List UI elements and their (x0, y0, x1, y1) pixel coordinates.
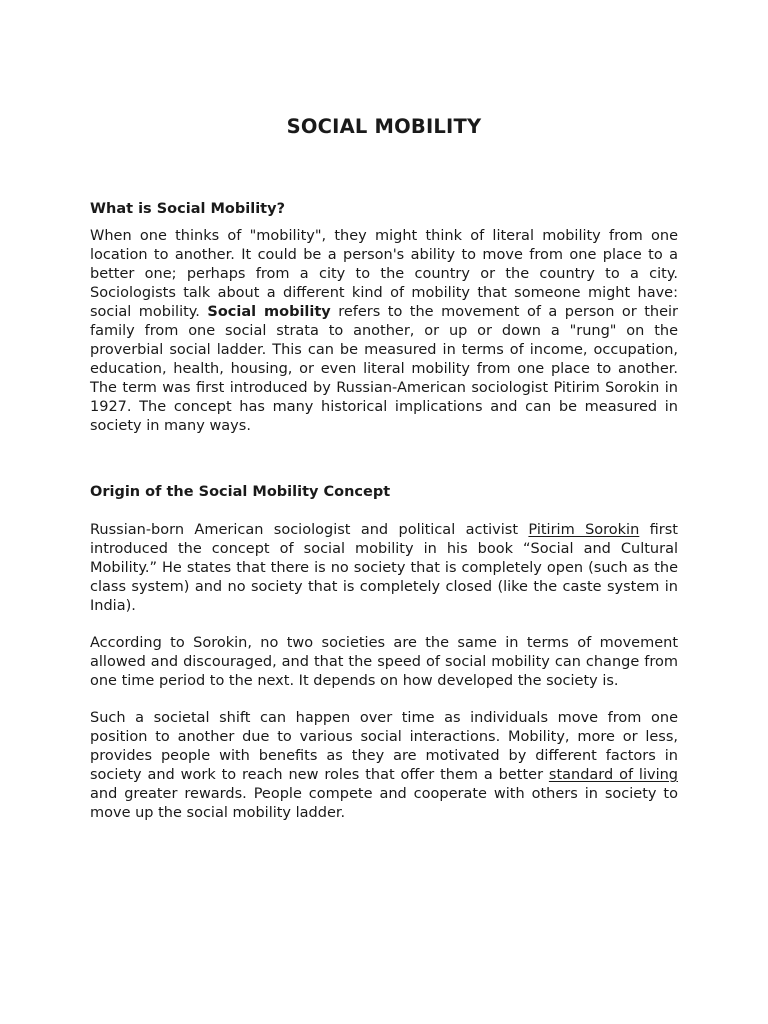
link-pitirim-sorokin[interactable]: Pitirim Sorokin (528, 522, 640, 538)
paragraph-text: first introduced the concept of social mobility in his book “Social and Cultural Mobility.” He states that there is no society that is completely open (such as the class system) and no society that is completely closed (like the caste system in India). (90, 522, 678, 614)
section-heading-origin: Origin of the Social Mobility Concept (90, 484, 391, 500)
paragraph-text: Russian-born American sociologist and political activist (90, 522, 529, 538)
section-heading-what-is: What is Social Mobility? (90, 201, 285, 217)
paragraph-sorokin: According to Sorokin, no two societies are the same in terms of movement allowed and discouraged, and that the speed of social mobility can change from one time period to the next. It depends on how developed the society is. (90, 635, 678, 689)
paragraph-text: Such a societal shift can happen over time as individuals move from one position to another due to various social interactions. Mobility, more or less, provides people with benefits as they are motivated by different factors in society and work to reach new roles that offer them a better (90, 710, 678, 783)
paragraph-definition (90, 227, 678, 436)
link-standard-of-living[interactable]: standard of living (548, 767, 678, 783)
paragraph-text: and greater rewards. People compete and cooperate with others in society to move up the social mobility ladder. (90, 786, 678, 821)
paragraph-text: When one thinks of "mobility", they might think of literal mobility from one location to another. It could be a person's ability to move from one place to a better one; perhaps from a city to the country or the country to a city. Sociologists talk about a different kind of mobility that someone might have: social mobility. (90, 228, 678, 320)
page-title: SOCIAL MOBILITY (286, 115, 482, 138)
paragraph-text: refers to the movement of a person or their family from one social strata to another, or up or down a "rung" on the proverbial social ladder. This can be measured in terms of income, occupation, education, health, housing, or even literal mobility from one place to another. The term was first introduced by Russian-American sociologist Pitirim Sorokin in 1927. The concept has many historical implications and can be measured in society in many ways. (90, 304, 678, 434)
bold-term: Social mobility (207, 304, 331, 320)
paragraph-origin (90, 521, 678, 616)
paragraph-societal-shift (90, 709, 678, 823)
